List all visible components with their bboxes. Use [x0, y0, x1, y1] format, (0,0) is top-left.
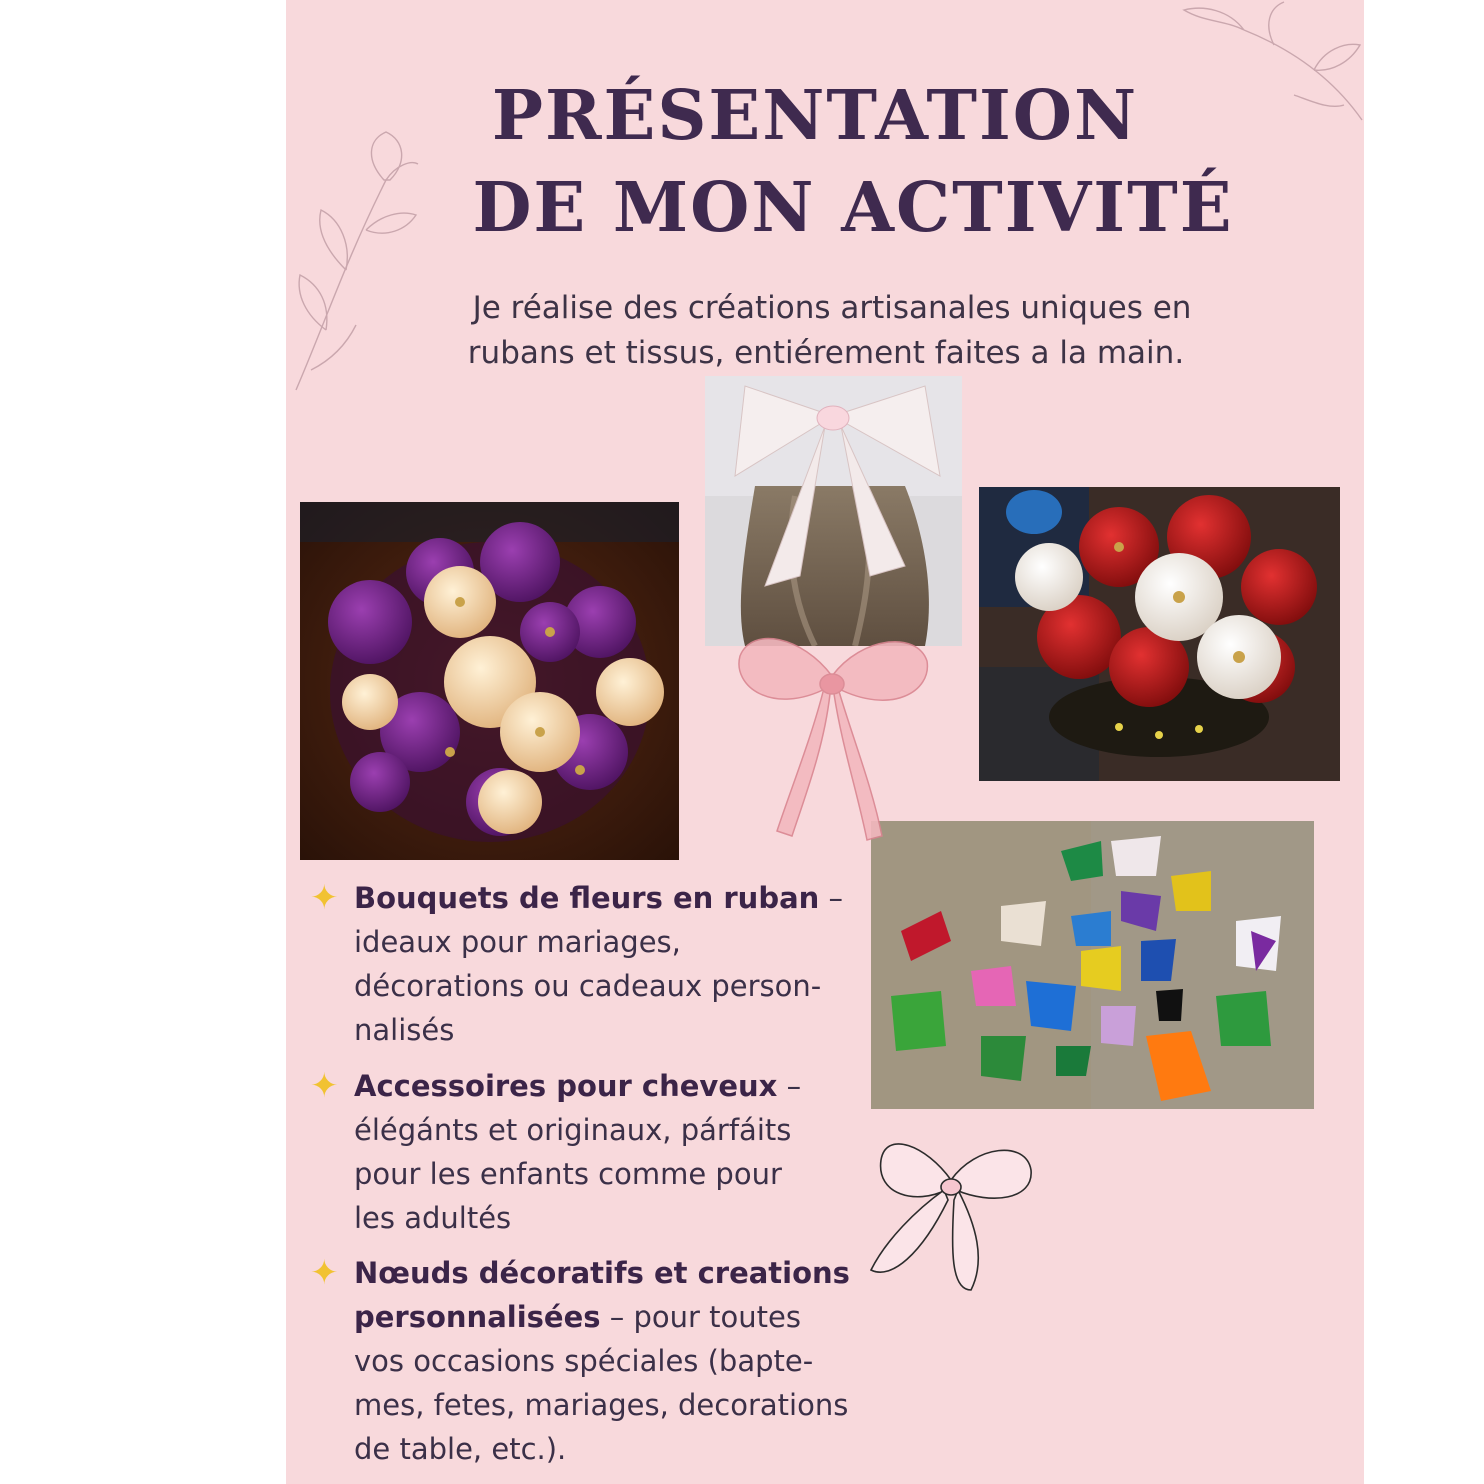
- photo-red-white-arrangement: [979, 487, 1340, 781]
- flyer: [286, 0, 1364, 1484]
- feature-decorative-knots: [306, 1251, 866, 1475]
- sparkle-icon: ✦: [310, 1253, 339, 1293]
- title-line-1: PRÉSENTATION: [491, 76, 1139, 156]
- feature-line: mes, fetes, mariages, decorations: [354, 1388, 849, 1422]
- feature-separator: –: [777, 1069, 802, 1103]
- feature-line: les adultés: [354, 1201, 512, 1235]
- feature-line: nalisés: [354, 1013, 455, 1047]
- title-line-2: DE MON ACTIVITÉ: [472, 168, 1234, 248]
- feature-line: élégánts et originaux, párfáits: [354, 1113, 792, 1147]
- feature-bouquets: [306, 876, 866, 1056]
- feature-title-continued: personnalisées: [354, 1300, 601, 1334]
- feature-line: de table, etc.).: [354, 1432, 567, 1466]
- feature-title: Bouquets de fleurs en ruban: [354, 881, 820, 915]
- pink-bow-illustration-icon: [732, 626, 932, 866]
- feature-title: Accessoires pour cheveux: [354, 1069, 778, 1103]
- feature-title-tail: – pour toutes: [600, 1300, 801, 1334]
- feature-line: pour les enfants comme pour: [354, 1157, 782, 1191]
- feature-separator: –: [819, 881, 844, 915]
- intro-line-2: rubans et tissus, entiérement faites a la main.: [467, 335, 1185, 371]
- feature-line: ideaux pour mariages,: [354, 925, 681, 959]
- intro-line-1: Je réalise des créations artisanales uniques en: [472, 290, 1192, 326]
- outline-bow-illustration-icon: [866, 1130, 1036, 1300]
- photo-purple-bouquet: [300, 502, 679, 860]
- feature-title: Nœuds décoratifs et creations: [354, 1256, 850, 1290]
- sparkle-icon: ✦: [310, 878, 339, 918]
- feature-line: décorations ou cadeaux person-: [354, 969, 822, 1003]
- photo-assorted-bows: [871, 821, 1314, 1109]
- sparkle-icon: ✦: [310, 1066, 339, 1106]
- photo-hair-bow: [705, 376, 962, 646]
- floral-sketch-left-icon: [286, 120, 426, 400]
- feature-hair-accessories: [306, 1064, 866, 1244]
- feature-line: vos occasions spéciales (bapte-: [354, 1344, 814, 1378]
